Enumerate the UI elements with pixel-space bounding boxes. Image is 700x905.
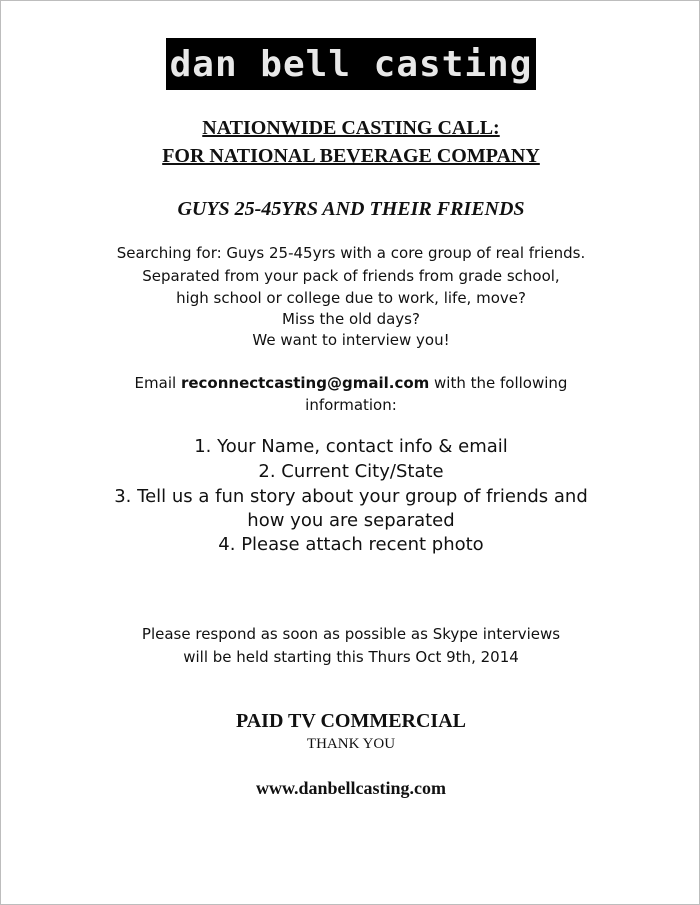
paid-commercial-label: PAID TV COMMERCIAL	[235, 710, 466, 732]
requirement-item: 1. Your Name, contact info & email	[194, 436, 508, 457]
heading-line-1: NATIONWIDE CASTING CALL:	[202, 117, 500, 139]
intro-line: Searching for: Guys 25-45yrs with a core group of real friends.	[116, 244, 586, 262]
email-prefix: Email	[134, 374, 181, 392]
intro-line: high school or college due to work, life, move?	[176, 289, 526, 307]
email-address-link[interactable]: reconnectcasting@gmail.com	[180, 374, 430, 392]
requirement-item: 4. Please attach recent photo	[218, 534, 484, 555]
email-suffix: with the following	[429, 374, 568, 392]
requirement-item: 2. Current City/State	[258, 461, 444, 482]
logo-text: dan bell casting	[169, 43, 533, 85]
email-instruction-line-2: information:	[305, 396, 397, 414]
email-instruction	[1, 374, 700, 392]
intro-line: Miss the old days?	[282, 310, 420, 328]
dan-bell-casting-logo	[166, 38, 536, 90]
thank-you-label: THANK YOU	[306, 736, 396, 752]
requirement-item: 3. Tell us a fun story about your group of friends and	[114, 486, 588, 507]
subheading: GUYS 25-45YRS AND THEIR FRIENDS	[177, 198, 525, 220]
intro-line: Separated from your pack of friends from grade school,	[142, 267, 560, 285]
respond-note-line-2: will be held starting this Thurs Oct 9th, 2014	[183, 648, 519, 666]
respond-note-line-1: Please respond as soon as possible as Skype interviews	[141, 625, 561, 643]
heading-line-2: FOR NATIONAL BEVERAGE COMPANY	[162, 145, 540, 167]
requirement-item-continued: how you are separated	[247, 510, 455, 531]
intro-line: We want to interview you!	[252, 331, 450, 349]
website-link[interactable]: www.danbellcasting.com	[255, 778, 446, 798]
